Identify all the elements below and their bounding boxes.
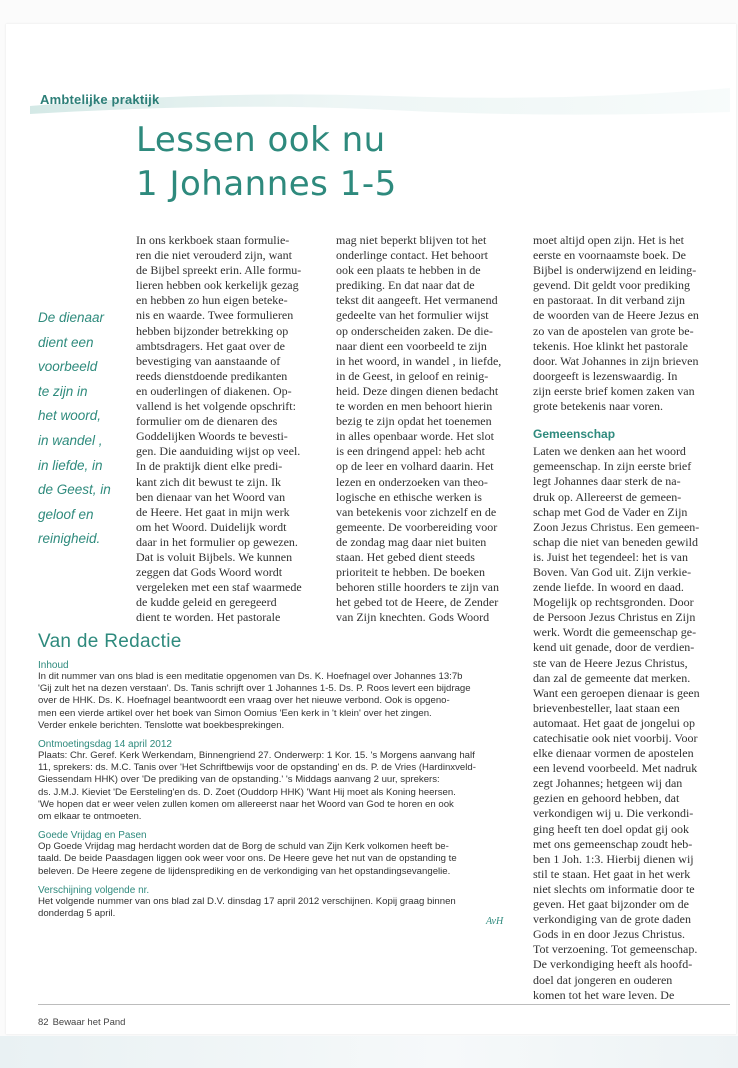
bottom-band xyxy=(0,1036,738,1068)
pull-quote-line: De dienaar xyxy=(38,310,105,325)
text-line: gevend. Dit geldt voor prediking xyxy=(533,278,690,293)
editorial-line: Verder enkele berichten. Tenslotte wat boekbesprekingen. xyxy=(38,719,285,731)
text-line: Tot verzoening. Tot gemeenschap. xyxy=(533,942,698,957)
text-line: de Persoon Jezus Christus en Zijn xyxy=(533,610,696,625)
title-line: Lessen ook nu xyxy=(136,120,386,160)
text-line: gezien en gehoord hebben, dat xyxy=(533,791,680,806)
text-line: met ons gemeenschap zoudt heb- xyxy=(533,836,693,851)
text-line: om het Woord. Duidelijk wordt xyxy=(136,519,287,534)
text-line: stil te staan. Het gaat in het werk xyxy=(533,866,691,881)
editorial-section-body xyxy=(38,671,518,732)
text-line: behoren stille hoorders te zijn van xyxy=(336,580,499,595)
pull-quote-line: in wandel , xyxy=(38,432,103,448)
pull-quote-line: dient een xyxy=(38,334,94,350)
article-title xyxy=(136,118,636,206)
pull-quote-line: reinigheid. xyxy=(38,531,101,547)
editorial-line: In dit nummer van ons blad is een meditatie opgenomen van Ds. K. Hoefnagel over Johannes 13:7b xyxy=(38,671,463,682)
text-line: automaat. Het gaat de jongelui op xyxy=(533,715,695,730)
text-line: vergeleken met een staf waarmede xyxy=(136,580,302,595)
text-line: geven. Het gaat bijzonder om de xyxy=(533,897,689,912)
editorial-section-body xyxy=(38,841,518,878)
editorial-section-body xyxy=(38,750,518,823)
text-line: heid. Deze dingen dienen bedacht xyxy=(336,383,499,398)
text-line: legt Johannes daar sterk de na- xyxy=(533,474,681,489)
text-line: In ons kerkboek staan formulie- xyxy=(136,233,290,247)
editorial-line: beleven. De Heere zegene de lijdensprediking en de verkondiging van het opstandingsevangelie. xyxy=(38,865,451,877)
text-line: Want een geroepen dienaar is geen xyxy=(533,685,700,700)
text-line: Mogelijk op rechtsgronden. Door xyxy=(533,595,694,610)
text-line: en hebben zo hun eigen beteke- xyxy=(136,293,288,308)
editorial-line: ds. J.M.J. Kieviet 'De Eersteling'en ds. D. Zoet (Ouddorp HHK) 'Want Hij moet als Koning heersen. xyxy=(38,786,456,798)
text-line: komen tot het ware leven. De xyxy=(533,987,675,1002)
text-line: kend uit genade, door de verdien- xyxy=(533,640,695,655)
text-line: schap met God de Vader en Zijn xyxy=(533,504,688,519)
text-line: eerste en voornaamste boek. De xyxy=(533,248,686,263)
editorial-line: over de HHK. Ds. K. Hoefnagel beantwoordt een vraag over het nieuwe verbond. Ook is opgeno- xyxy=(38,695,450,707)
column-3-body xyxy=(533,444,733,1002)
text-line: het gebed tot de Heere, de Zender xyxy=(336,595,499,610)
text-line: brievenbesteller, laat staan een xyxy=(533,700,680,715)
text-line: Dat is voluit Bijbels. We kunnen xyxy=(136,549,293,564)
text-line: prioriteit te hebben. De boeken xyxy=(336,565,485,580)
text-line: druk op. Allereerst de gemeen- xyxy=(533,489,682,504)
text-line: ook een plaats te hebben in de xyxy=(336,263,481,278)
text-line: op onderscheiden zaken. De die- xyxy=(336,323,493,338)
text-line: lieren hebben ook kerkelijk gezag xyxy=(136,278,299,293)
text-line: in het woord, in wandel , in liefde, xyxy=(336,353,502,368)
pull-quote-line: in liefde, in xyxy=(38,457,103,473)
text-line: de Heere. Het gaat in mijn werk xyxy=(136,504,290,519)
pull-quote xyxy=(38,306,124,552)
text-line: verkondiging van de grote daden xyxy=(533,912,691,927)
subheading-gemeenschap: Gemeenschap xyxy=(533,427,616,442)
text-line: Goddelijken Woords te bevesti- xyxy=(136,429,288,444)
text-line: en pastoraat. In dit verband zijn xyxy=(533,293,685,308)
text-line: Bijbel is onderwijzend en leiding- xyxy=(533,263,697,278)
text-line: tekenis. Hoe klinkt het pastorale xyxy=(533,338,688,353)
text-line: de woorden van de Heere Jezus en xyxy=(533,308,699,323)
pull-quote-line: de Geest, in xyxy=(38,482,111,498)
publication-name: Bewaar het Pand xyxy=(52,1017,126,1028)
editorial-line: men een vierde artikel over het boek van Simon Oomius 'Een kerk in 't klein' over het zingen. xyxy=(38,707,432,719)
text-line: in alles openbaar worde. Het slot xyxy=(336,429,494,444)
text-line: de zondag mag daar niet buiten xyxy=(336,534,487,549)
text-line: bevestiging van aanstaande of xyxy=(136,353,281,368)
text-line: De verkondiging heeft als hoofd- xyxy=(533,957,693,972)
editorial-line: om elkaar te ontmoeten. xyxy=(38,811,142,823)
text-line: doorgeeft is lezenswaardig. In xyxy=(533,368,678,383)
text-line: prediking. En dat naar dat de xyxy=(336,278,475,293)
text-line: In de praktijk dient elke predi- xyxy=(136,459,283,474)
text-line: ambtsdragers. Het gaat over de xyxy=(136,338,285,353)
body-column-2 xyxy=(336,233,528,625)
page-number: 82 xyxy=(38,1017,49,1028)
editorial-line: Plaats: Chr. Geref. Kerk Werkendam, Binnengriend 27. Onderwerp: 1 Kor. 15. 's Morgens aanvang half xyxy=(38,750,475,762)
editorial-line: donderdag 5 april. xyxy=(38,908,116,920)
text-line: gen. Die aanduiding wijst op veel. xyxy=(136,444,301,459)
pull-quote-line: voorbeeld xyxy=(38,359,98,375)
editorial-section-heading: Goede Vrijdag en Pasen xyxy=(38,830,147,842)
text-line: kant zich dit bewust te zijn. Ik xyxy=(136,474,281,489)
text-line: en ouderlingen of diakenen. Op- xyxy=(136,383,292,398)
text-line: zijn eerste brief komen zaken van xyxy=(533,383,695,398)
text-line: Gods in en door Jezus Christus. xyxy=(533,927,685,942)
text-line: nis en waarde. Twee formulieren xyxy=(136,308,294,323)
editorial-section-heading: Ontmoetingsdag 14 april 2012 xyxy=(38,739,172,751)
text-line: dan zal de gemeente dat merken. xyxy=(533,670,691,685)
text-line: vallend is het volgende opschrift: xyxy=(136,399,296,414)
text-line: de kudde geleid en geregeerd xyxy=(136,595,277,610)
text-line: daar in het formulier op gewezen. xyxy=(136,534,298,549)
text-line: van betekenis voor zichzelf en de xyxy=(336,504,497,519)
editorial-section-heading: Inhoud xyxy=(38,660,69,671)
section-label: Ambtelijke praktijk xyxy=(40,92,160,107)
text-line: lezen en onderzoeken van theo- xyxy=(336,474,488,489)
text-line: doel dat jongeren en ouderen xyxy=(533,972,673,987)
editorial-line: 'Gij zult het na dezen verstaan'. Ds. Tanis schrijft over 1 Johannes 1-5. Ds. P. Roos levert een bijdrage xyxy=(38,683,471,695)
editorial-line: Het volgende nummer van ons blad zal D.V. dinsdag 17 april 2012 verschijnen. Kopij graag binnen xyxy=(38,895,456,907)
text-line: staan. Het gebed dient steeds xyxy=(336,549,475,564)
text-line: Boven. Van God uit. Zijn verkie- xyxy=(533,564,692,579)
editorial-signature: AvH xyxy=(486,916,504,927)
text-line: in de Geest, in geloof en reinig- xyxy=(336,368,489,383)
editorial-sections xyxy=(38,660,518,920)
text-line: moet altijd open zijn. Het is het xyxy=(533,233,684,247)
text-line: ben dienaar van het Woord van xyxy=(136,489,286,504)
editorial-line: 'We hopen dat er weer velen zullen komen om allereerst naar het Woord van God te horen en ook xyxy=(38,798,454,810)
text-line: elke dienaar vormen de apostelen xyxy=(533,746,694,761)
editorial-line: taald. De beide Paasdagen liggen ook weer voor ons. De Heere geve het nut van de opstanding te xyxy=(38,853,457,865)
text-line: zeggen dat Gods Woord wordt xyxy=(136,565,283,580)
text-line: Laten we denken aan het woord xyxy=(533,444,686,459)
pull-quote-line: het woord, xyxy=(38,408,102,424)
text-line: gemeenschap. In zijn eerste brief xyxy=(533,459,692,474)
text-line: schap die niet van beneden gewild xyxy=(533,534,698,549)
text-line: logische en ethische werken is xyxy=(336,489,482,504)
body-column-1 xyxy=(136,233,328,625)
text-line: niet slechts om informatie door te xyxy=(533,881,695,896)
text-line: ben 1 Joh. 1:3. Hierbij dienen wij xyxy=(533,851,694,866)
column-3-intro xyxy=(533,233,733,414)
text-line: onderlinge contact. Het behoort xyxy=(336,248,488,263)
editorial-title: Van de Redactie xyxy=(38,631,182,652)
text-line: zegt Johannes; hetgeen wij dan xyxy=(533,776,683,791)
text-line: verkondigen wij u. Die verkondi- xyxy=(533,806,694,821)
text-line: door. Wat Johannes in zijn brieven xyxy=(533,353,699,368)
body-column-3 xyxy=(533,233,733,1003)
text-line: reeds dienstdoende predikanten xyxy=(136,368,288,383)
editorial-section-body xyxy=(38,896,518,920)
text-line: tekst dit aangeeft. Het vermanend xyxy=(336,293,498,308)
text-line: ren die niet verouderd zijn, want xyxy=(136,248,292,263)
page-footer xyxy=(38,1017,125,1028)
text-line: mag niet beperkt blijven tot het xyxy=(336,233,487,247)
pull-quote-line: te zijn in xyxy=(38,383,88,399)
footer-rule xyxy=(38,1004,730,1005)
text-line: zo van de apostelen van grote be- xyxy=(533,323,694,338)
text-line: is een dringend appel: heb acht xyxy=(336,444,485,459)
text-line: gedeelte van het formulier wijst xyxy=(336,308,489,323)
text-line: een levend voorbeeld. Met nadruk xyxy=(533,761,698,776)
text-line: hebben bijzonder betrekking op xyxy=(136,323,289,338)
text-line: dient te worden. Het pastorale xyxy=(136,610,281,625)
text-line: catechisatie ook niet voorbij. Voor xyxy=(533,731,698,745)
text-line: formulier om de dienaren des xyxy=(136,414,278,429)
text-line: bezig te zijn opdat het toenemen xyxy=(336,414,492,429)
text-line: zende liefde. In woord en daad. xyxy=(533,580,684,595)
text-line: is. Juist het tegendeel: het is van xyxy=(533,549,688,564)
pull-quote-line: geloof en xyxy=(38,506,94,522)
title-line: 1 Johannes 1-5 xyxy=(136,164,397,204)
text-line: naar dient een voorbeeld te zijn xyxy=(336,338,487,353)
text-line: ste van de Heere Jezus Christus, xyxy=(533,655,688,670)
editorial-line: 11, sprekers: ds. M.C. Tanis over 'Het Schriftbewijs voor de opstanding' en ds. P. de Vries (Hardinxveld- xyxy=(38,762,476,774)
editorial-section-heading: Verschijning volgende nr. xyxy=(38,884,150,896)
text-line: ging heeft ten doel opdat gij ook xyxy=(533,821,689,836)
text-line: grote betekenis naar voren. xyxy=(533,399,663,414)
editorial-line: Op Goede Vrijdag mag herdacht worden dat de Borg de schuld van Zijn Kerk volkomen heeft be- xyxy=(38,841,449,853)
text-line: op de leer en volhard daarin. Het xyxy=(336,459,494,474)
text-line: van Zijn knechten. Gods Woord xyxy=(336,610,490,625)
editorial-box xyxy=(38,631,518,920)
text-line: gemeente. De voorbereiding voor xyxy=(336,519,498,534)
text-line: de Bijbel spreekt erin. Alle formu- xyxy=(136,263,302,278)
text-line: Zoon Jezus Christus. Een gemeen- xyxy=(533,519,700,534)
editorial-line: Giessendam HHK) over 'De prediking van de opstanding.' 's Middags aanvang 2 uur, sprekers: xyxy=(38,774,440,786)
text-line: werk. Wordt die gemeenschap ge- xyxy=(533,625,697,640)
text-line: te worden en men behoort hierin xyxy=(336,399,493,414)
